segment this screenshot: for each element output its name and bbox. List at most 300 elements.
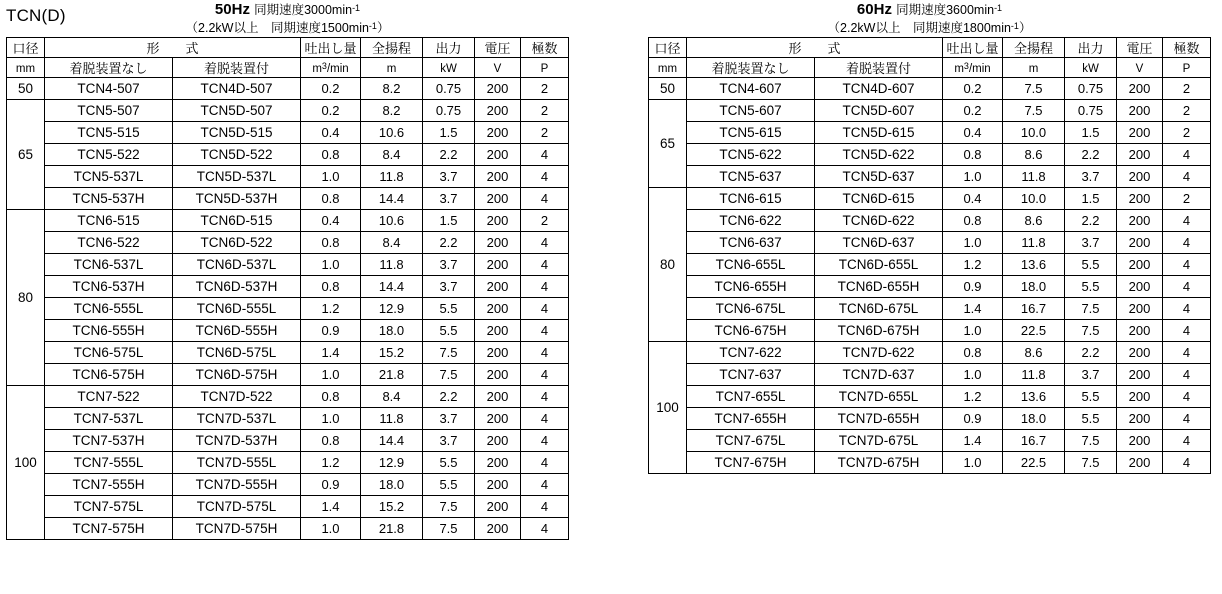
cell-flow: 0.9 bbox=[943, 276, 1003, 298]
cell-model-attach: TCN6D-537L bbox=[173, 254, 301, 276]
cell-model-attach: TCN6D-537H bbox=[173, 276, 301, 298]
cell-model-attach: TCN6D-615 bbox=[815, 188, 943, 210]
cell-power: 3.7 bbox=[423, 276, 475, 298]
cell-power: 2.2 bbox=[423, 144, 475, 166]
cell-model-plain: TCN4-607 bbox=[687, 78, 815, 100]
table-row bbox=[649, 122, 1211, 144]
cell-model-attach: TCN5D-515 bbox=[173, 122, 301, 144]
cell-head: 8.4 bbox=[361, 232, 423, 254]
table-row bbox=[649, 166, 1211, 188]
cell-head: 8.2 bbox=[361, 78, 423, 100]
table-row bbox=[649, 232, 1211, 254]
cell-model-attach: TCN6D-675H bbox=[815, 320, 943, 342]
cell-model-attach: TCN6D-555L bbox=[173, 298, 301, 320]
cell-voltage: 200 bbox=[475, 518, 521, 540]
cell-flow: 1.0 bbox=[943, 166, 1003, 188]
cell-power: 5.5 bbox=[1065, 276, 1117, 298]
cell-head: 18.0 bbox=[1003, 276, 1065, 298]
cell-power: 7.5 bbox=[423, 364, 475, 386]
cell-model-attach: TCN7D-675L bbox=[815, 430, 943, 452]
col-header-poles: 極数 bbox=[521, 38, 569, 58]
cell-model-plain: TCN7-655H bbox=[687, 408, 815, 430]
cell-voltage: 200 bbox=[1117, 78, 1163, 100]
sync-speed-note-exponent: -1 bbox=[1010, 21, 1019, 31]
cell-flow: 1.4 bbox=[301, 496, 361, 518]
cell-model-attach: TCN7D-537L bbox=[173, 408, 301, 430]
cell-flow: 1.0 bbox=[943, 452, 1003, 474]
cell-model-attach: TCN6D-555H bbox=[173, 320, 301, 342]
cell-model-plain: TCN5-522 bbox=[45, 144, 173, 166]
cell-power: 2.2 bbox=[423, 386, 475, 408]
cell-flow: 0.9 bbox=[301, 320, 361, 342]
table-row bbox=[7, 78, 569, 100]
cell-bore: 100 bbox=[7, 386, 45, 540]
cell-model-attach: TCN7D-537H bbox=[173, 430, 301, 452]
cell-power: 7.5 bbox=[423, 496, 475, 518]
cell-poles: 4 bbox=[1163, 298, 1211, 320]
table-row bbox=[649, 298, 1211, 320]
cell-model-attach: TCN6D-522 bbox=[173, 232, 301, 254]
cell-flow: 0.8 bbox=[301, 386, 361, 408]
cell-flow: 1.2 bbox=[943, 386, 1003, 408]
table-row bbox=[649, 78, 1211, 100]
table-row bbox=[649, 320, 1211, 342]
block-heading-50hz bbox=[6, 0, 569, 36]
cell-flow: 0.4 bbox=[301, 210, 361, 232]
table-row bbox=[7, 188, 569, 210]
cell-head: 21.8 bbox=[361, 364, 423, 386]
cell-model-plain: TCN7-675H bbox=[687, 452, 815, 474]
cell-model-attach: TCN6D-575L bbox=[173, 342, 301, 364]
cell-poles: 4 bbox=[1163, 254, 1211, 276]
cell-power: 2.2 bbox=[1065, 342, 1117, 364]
col-header-flow: 吐出し量 bbox=[943, 38, 1003, 58]
cell-voltage: 200 bbox=[1117, 122, 1163, 144]
cell-model-plain: TCN5-637 bbox=[687, 166, 815, 188]
cell-model-plain: TCN6-675L bbox=[687, 298, 815, 320]
cell-model-plain: TCN6-515 bbox=[45, 210, 173, 232]
cell-model-plain: TCN5-515 bbox=[45, 122, 173, 144]
cell-model-plain: TCN5-537L bbox=[45, 166, 173, 188]
cell-head: 11.8 bbox=[1003, 364, 1065, 386]
col-header-power: 出力 bbox=[1065, 38, 1117, 58]
cell-model-plain: TCN7-555H bbox=[45, 474, 173, 496]
cell-power: 0.75 bbox=[423, 78, 475, 100]
cell-poles: 4 bbox=[521, 166, 569, 188]
cell-model-attach: TCN6D-655H bbox=[815, 276, 943, 298]
cell-voltage: 200 bbox=[475, 298, 521, 320]
cell-voltage: 200 bbox=[1117, 188, 1163, 210]
cell-poles: 2 bbox=[1163, 188, 1211, 210]
table-row bbox=[7, 166, 569, 188]
cell-head: 14.4 bbox=[361, 276, 423, 298]
table-row bbox=[7, 144, 569, 166]
cell-power: 1.5 bbox=[1065, 188, 1117, 210]
cell-model-plain: TCN6-575L bbox=[45, 342, 173, 364]
cell-flow: 0.8 bbox=[943, 342, 1003, 364]
cell-head: 15.2 bbox=[361, 342, 423, 364]
cell-flow: 1.0 bbox=[301, 408, 361, 430]
col-unit-bore: mm bbox=[649, 58, 687, 78]
cell-model-plain: TCN7-537H bbox=[45, 430, 173, 452]
cell-head: 11.8 bbox=[361, 408, 423, 430]
cell-power: 5.5 bbox=[423, 474, 475, 496]
cell-flow: 0.4 bbox=[943, 122, 1003, 144]
cell-voltage: 200 bbox=[475, 78, 521, 100]
cell-power: 2.2 bbox=[1065, 144, 1117, 166]
spec-table-50hz bbox=[6, 37, 569, 540]
cell-voltage: 200 bbox=[475, 386, 521, 408]
cell-voltage: 200 bbox=[475, 408, 521, 430]
cell-voltage: 200 bbox=[475, 100, 521, 122]
cell-poles: 4 bbox=[1163, 408, 1211, 430]
table-row bbox=[649, 100, 1211, 122]
cell-model-attach: TCN7D-522 bbox=[173, 386, 301, 408]
col-header-voltage: 電圧 bbox=[475, 38, 521, 58]
cell-head: 7.5 bbox=[1003, 78, 1065, 100]
col-unit-poles: P bbox=[1163, 58, 1211, 78]
cell-model-plain: TCN7-675L bbox=[687, 430, 815, 452]
cell-flow: 0.9 bbox=[301, 474, 361, 496]
col-header-bore: 口径 bbox=[649, 38, 687, 58]
table-row bbox=[7, 452, 569, 474]
cell-poles: 2 bbox=[521, 78, 569, 100]
cell-poles: 4 bbox=[521, 320, 569, 342]
cell-power: 3.7 bbox=[423, 430, 475, 452]
cell-head: 10.0 bbox=[1003, 122, 1065, 144]
cell-head: 8.6 bbox=[1003, 144, 1065, 166]
cell-power: 7.5 bbox=[423, 342, 475, 364]
cell-head: 21.8 bbox=[361, 518, 423, 540]
cell-power: 7.5 bbox=[423, 518, 475, 540]
cell-power: 3.7 bbox=[1065, 166, 1117, 188]
cell-model-attach: TCN7D-622 bbox=[815, 342, 943, 364]
col-unit-voltage: V bbox=[1117, 58, 1163, 78]
cell-voltage: 200 bbox=[1117, 232, 1163, 254]
cell-power: 7.5 bbox=[1065, 430, 1117, 452]
cell-model-plain: TCN6-575H bbox=[45, 364, 173, 386]
col-unit-voltage: V bbox=[475, 58, 521, 78]
cell-power: 3.7 bbox=[423, 188, 475, 210]
cell-flow: 0.8 bbox=[301, 144, 361, 166]
header-row-primary bbox=[649, 38, 1211, 58]
cell-flow: 1.4 bbox=[943, 430, 1003, 452]
cell-voltage: 200 bbox=[475, 188, 521, 210]
cell-flow: 1.0 bbox=[943, 320, 1003, 342]
cell-voltage: 200 bbox=[1117, 166, 1163, 188]
cell-model-plain: TCN6-522 bbox=[45, 232, 173, 254]
cell-model-attach: TCN7D-637 bbox=[815, 364, 943, 386]
table-row bbox=[649, 342, 1211, 364]
header-row-units bbox=[7, 58, 569, 78]
cell-voltage: 200 bbox=[475, 276, 521, 298]
cell-head: 8.6 bbox=[1003, 342, 1065, 364]
cell-voltage: 200 bbox=[1117, 100, 1163, 122]
cell-poles: 2 bbox=[521, 210, 569, 232]
cell-voltage: 200 bbox=[1117, 408, 1163, 430]
table-row bbox=[649, 254, 1211, 276]
cell-head: 16.7 bbox=[1003, 430, 1065, 452]
cell-model-plain: TCN6-537L bbox=[45, 254, 173, 276]
cell-flow: 1.4 bbox=[301, 342, 361, 364]
cell-voltage: 200 bbox=[475, 474, 521, 496]
cell-head: 8.6 bbox=[1003, 210, 1065, 232]
cell-poles: 4 bbox=[1163, 364, 1211, 386]
col-unit-power: kW bbox=[423, 58, 475, 78]
cell-model-plain: TCN7-575H bbox=[45, 518, 173, 540]
sync-speed-label: 同期速度$3000\min^{-1}$ bbox=[254, 3, 361, 17]
cell-model-plain: TCN7-655L bbox=[687, 386, 815, 408]
col-unit-power: kW bbox=[1065, 58, 1117, 78]
cell-model-plain: TCN6-555H bbox=[45, 320, 173, 342]
frequency-line bbox=[6, 0, 569, 18]
cell-poles: 4 bbox=[1163, 166, 1211, 188]
cell-flow: 1.0 bbox=[301, 166, 361, 188]
cell-voltage: 200 bbox=[475, 254, 521, 276]
table-row bbox=[649, 430, 1211, 452]
cell-voltage: 200 bbox=[1117, 452, 1163, 474]
cell-poles: 4 bbox=[521, 452, 569, 474]
cell-bore: 80 bbox=[649, 188, 687, 342]
sync-speed-exponent: -1 bbox=[352, 3, 361, 13]
cell-model-plain: TCN6-675H bbox=[687, 320, 815, 342]
cell-model-attach: TCN7D-555L bbox=[173, 452, 301, 474]
cell-voltage: 200 bbox=[475, 144, 521, 166]
cell-power: 5.5 bbox=[1065, 254, 1117, 276]
cell-head: 10.6 bbox=[361, 122, 423, 144]
sync-speed-note-exponent: -1 bbox=[368, 21, 377, 31]
cell-head: 11.8 bbox=[361, 254, 423, 276]
col-unit-flow: $m^3/\min$ bbox=[301, 58, 361, 78]
cell-model-attach: TCN5D-507 bbox=[173, 100, 301, 122]
cell-model-attach: TCN5D-537H bbox=[173, 188, 301, 210]
cell-poles: 4 bbox=[521, 188, 569, 210]
col-header-type: 形 式 bbox=[45, 38, 301, 58]
cell-model-plain: TCN7-555L bbox=[45, 452, 173, 474]
cell-head: 11.8 bbox=[1003, 166, 1065, 188]
cell-head: 10.0 bbox=[1003, 188, 1065, 210]
cell-poles: 4 bbox=[1163, 386, 1211, 408]
cell-voltage: 200 bbox=[475, 122, 521, 144]
cell-model-attach: TCN5D-607 bbox=[815, 100, 943, 122]
sync-speed-note: （2.2kW以上 同期速度$1500\min^{-1}$） bbox=[185, 21, 390, 35]
cell-model-attach: TCN7D-555H bbox=[173, 474, 301, 496]
cell-flow: 1.0 bbox=[301, 518, 361, 540]
cell-head: 22.5 bbox=[1003, 452, 1065, 474]
cell-voltage: 200 bbox=[475, 496, 521, 518]
col-unit-head: m bbox=[361, 58, 423, 78]
page-title: TCN(D) bbox=[6, 6, 66, 25]
col-header-head: 全揚程 bbox=[1003, 38, 1065, 58]
cell-head: 10.6 bbox=[361, 210, 423, 232]
cell-voltage: 200 bbox=[1117, 320, 1163, 342]
cell-head: 12.9 bbox=[361, 298, 423, 320]
cell-poles: 4 bbox=[521, 430, 569, 452]
cell-voltage: 200 bbox=[1117, 342, 1163, 364]
cell-model-attach: TCN6D-637 bbox=[815, 232, 943, 254]
cell-head: 13.6 bbox=[1003, 254, 1065, 276]
cell-model-plain: TCN7-575L bbox=[45, 496, 173, 518]
cell-power: 5.5 bbox=[423, 320, 475, 342]
cell-voltage: 200 bbox=[475, 210, 521, 232]
table-row bbox=[649, 386, 1211, 408]
table-row bbox=[649, 408, 1211, 430]
cell-head: 7.5 bbox=[1003, 100, 1065, 122]
cell-model-attach: TCN6D-675L bbox=[815, 298, 943, 320]
block-heading-60hz bbox=[648, 0, 1211, 36]
cell-head: 14.4 bbox=[361, 188, 423, 210]
cell-poles: 4 bbox=[1163, 276, 1211, 298]
cell-flow: 1.0 bbox=[943, 364, 1003, 386]
cell-poles: 4 bbox=[521, 408, 569, 430]
sync-speed-exponent: -1 bbox=[994, 3, 1003, 13]
cell-flow: 0.2 bbox=[301, 100, 361, 122]
cell-model-plain: TCN7-522 bbox=[45, 386, 173, 408]
cell-power: 5.5 bbox=[423, 298, 475, 320]
table-row bbox=[7, 320, 569, 342]
table-row bbox=[649, 452, 1211, 474]
table-row bbox=[649, 188, 1211, 210]
cell-model-plain: TCN7-622 bbox=[687, 342, 815, 364]
cell-model-plain: TCN6-555L bbox=[45, 298, 173, 320]
cell-model-plain: TCN5-622 bbox=[687, 144, 815, 166]
cell-flow: 0.8 bbox=[943, 210, 1003, 232]
cell-flow: 0.8 bbox=[301, 232, 361, 254]
cell-voltage: 200 bbox=[475, 430, 521, 452]
cell-power: 5.5 bbox=[423, 452, 475, 474]
cell-power: 7.5 bbox=[1065, 298, 1117, 320]
sync-speed-note: （2.2kW以上 同期速度$1800\min^{-1}$） bbox=[827, 21, 1032, 35]
cell-power: 3.7 bbox=[1065, 364, 1117, 386]
table-row bbox=[7, 100, 569, 122]
cell-flow: 0.2 bbox=[301, 78, 361, 100]
cell-model-attach: TCN4D-607 bbox=[815, 78, 943, 100]
cell-power: 0.75 bbox=[1065, 78, 1117, 100]
cell-poles: 4 bbox=[521, 386, 569, 408]
col-unit-head: m bbox=[1003, 58, 1065, 78]
cell-model-attach: TCN7D-575H bbox=[173, 518, 301, 540]
cell-poles: 4 bbox=[521, 298, 569, 320]
cell-model-attach: TCN5D-615 bbox=[815, 122, 943, 144]
col-unit-bore: mm bbox=[7, 58, 45, 78]
table-row bbox=[7, 386, 569, 408]
cell-model-attach: TCN7D-655L bbox=[815, 386, 943, 408]
col-header-model-plain: 着脱装置なし bbox=[687, 58, 815, 78]
cell-model-attach: TCN5D-637 bbox=[815, 166, 943, 188]
frequency-line bbox=[648, 0, 1211, 18]
spec-table-60hz bbox=[648, 37, 1211, 474]
cell-poles: 4 bbox=[521, 232, 569, 254]
cell-power: 0.75 bbox=[1065, 100, 1117, 122]
cell-head: 18.0 bbox=[361, 474, 423, 496]
cell-head: 16.7 bbox=[1003, 298, 1065, 320]
table-row bbox=[7, 342, 569, 364]
cell-head: 11.8 bbox=[361, 166, 423, 188]
cell-flow: 1.2 bbox=[301, 298, 361, 320]
cell-flow: 0.2 bbox=[943, 78, 1003, 100]
col-header-flow: 吐出し量 bbox=[301, 38, 361, 58]
cell-head: 8.4 bbox=[361, 144, 423, 166]
cell-head: 14.4 bbox=[361, 430, 423, 452]
cell-power: 3.7 bbox=[423, 254, 475, 276]
col-unit-flow: $m^3/\min$ bbox=[943, 58, 1003, 78]
cell-model-plain: TCN6-622 bbox=[687, 210, 815, 232]
col-header-power: 出力 bbox=[423, 38, 475, 58]
cell-voltage: 200 bbox=[1117, 254, 1163, 276]
cell-model-attach: TCN6D-655L bbox=[815, 254, 943, 276]
cell-model-attach: TCN5D-622 bbox=[815, 144, 943, 166]
col-header-voltage: 電圧 bbox=[1117, 38, 1163, 58]
cell-poles: 4 bbox=[1163, 144, 1211, 166]
cell-flow: 1.0 bbox=[943, 232, 1003, 254]
cell-flow: 0.8 bbox=[301, 188, 361, 210]
table-row bbox=[7, 518, 569, 540]
cell-bore: 100 bbox=[649, 342, 687, 474]
table-row bbox=[7, 210, 569, 232]
col-header-head: 全揚程 bbox=[361, 38, 423, 58]
spec-block-60hz bbox=[648, 0, 1211, 474]
cell-poles: 2 bbox=[1163, 100, 1211, 122]
cell-model-attach: TCN6D-575H bbox=[173, 364, 301, 386]
cell-model-plain: TCN7-637 bbox=[687, 364, 815, 386]
cell-voltage: 200 bbox=[475, 166, 521, 188]
cell-poles: 4 bbox=[521, 254, 569, 276]
cell-bore: 65 bbox=[7, 100, 45, 210]
cell-flow: 1.4 bbox=[943, 298, 1003, 320]
cell-poles: 2 bbox=[1163, 78, 1211, 100]
cell-model-plain: TCN5-537H bbox=[45, 188, 173, 210]
cell-voltage: 200 bbox=[475, 452, 521, 474]
cell-voltage: 200 bbox=[1117, 430, 1163, 452]
cell-poles: 4 bbox=[1163, 320, 1211, 342]
cell-model-plain: TCN5-615 bbox=[687, 122, 815, 144]
cell-voltage: 200 bbox=[475, 232, 521, 254]
cell-poles: 4 bbox=[1163, 452, 1211, 474]
col-unit-poles: P bbox=[521, 58, 569, 78]
cell-power: 2.2 bbox=[423, 232, 475, 254]
cell-flow: 1.2 bbox=[943, 254, 1003, 276]
cell-poles: 4 bbox=[1163, 232, 1211, 254]
table-row bbox=[649, 210, 1211, 232]
frequency-label: 50Hz bbox=[214, 1, 255, 18]
sync-speed-label: 同期速度$3600\min^{-1}$ bbox=[896, 3, 1003, 17]
cell-power: 0.75 bbox=[423, 100, 475, 122]
table-row bbox=[7, 430, 569, 452]
cell-flow: 1.0 bbox=[301, 364, 361, 386]
cell-head: 8.4 bbox=[361, 386, 423, 408]
cell-model-attach: TCN6D-515 bbox=[173, 210, 301, 232]
cell-model-attach: TCN4D-507 bbox=[173, 78, 301, 100]
cell-bore: 80 bbox=[7, 210, 45, 386]
cell-power: 2.2 bbox=[1065, 210, 1117, 232]
table-row bbox=[7, 364, 569, 386]
cell-voltage: 200 bbox=[475, 364, 521, 386]
cell-poles: 4 bbox=[1163, 210, 1211, 232]
cell-model-plain: TCN5-607 bbox=[687, 100, 815, 122]
cell-voltage: 200 bbox=[1117, 298, 1163, 320]
table-row bbox=[7, 276, 569, 298]
cell-poles: 4 bbox=[1163, 430, 1211, 452]
cell-bore: 50 bbox=[7, 78, 45, 100]
cell-model-attach: TCN7D-675H bbox=[815, 452, 943, 474]
cell-head: 13.6 bbox=[1003, 386, 1065, 408]
cell-flow: 1.2 bbox=[301, 452, 361, 474]
col-header-model-attach: 着脱装置付 bbox=[815, 58, 943, 78]
cell-model-attach: TCN5D-537L bbox=[173, 166, 301, 188]
cell-voltage: 200 bbox=[1117, 144, 1163, 166]
cell-model-attach: TCN7D-655H bbox=[815, 408, 943, 430]
cell-poles: 4 bbox=[521, 518, 569, 540]
